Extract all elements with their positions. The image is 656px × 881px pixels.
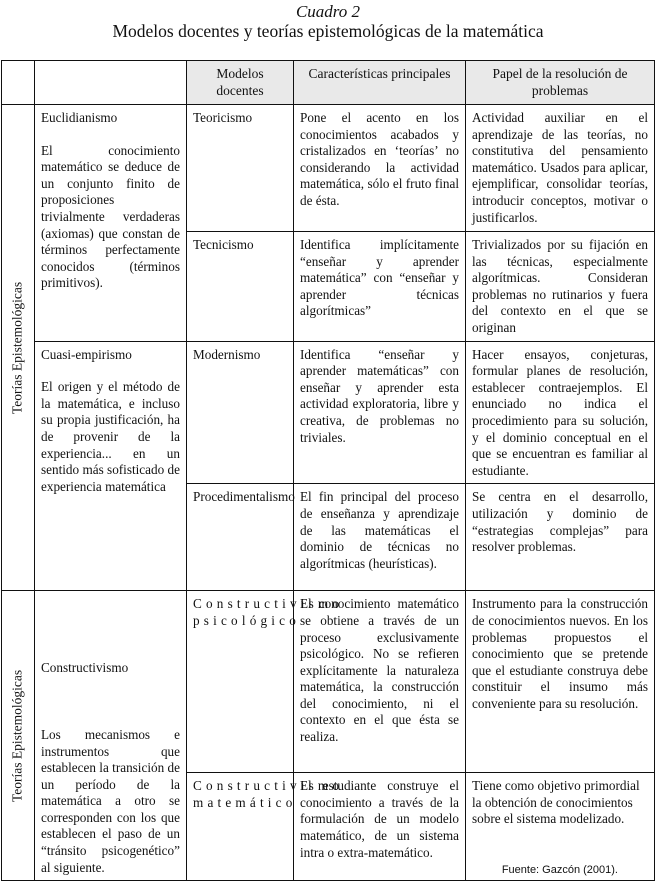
teaching-models-table [1, 60, 655, 881]
theory-description: El conocimiento matemático se deduce de un conjunto finito de proposiciones trivialmente verdaderas (axiomas) que constan de términos perfectamente conocidos (términos primitivos). [41, 142, 180, 291]
header-caracteristicas: Características principales [294, 61, 466, 105]
model-characteristics: El fin principal del proceso de enseñanza y aprendizaje de las matemáticas el dominio de técnicas no algorítmicas (heurísticas). [294, 484, 466, 591]
model-problem-role: Instrumento para la construcción de conocimientos nuevos. En los problemas propuestos el conocimiento que se pretende que el estudiante construya debe constituir el insumo más conveniente para su resolución. [466, 591, 655, 773]
model-problem-role: Se centra en el desarrollo, utilización y dominio de “estrategias complejas” para resolver problemas. [466, 484, 655, 591]
theory-cell-euclidianismo [35, 105, 187, 342]
model-name: Tecnicismo [187, 232, 294, 342]
theory-name: Constructivismo [41, 660, 129, 676]
model-name-text: Constructivismo matemático [193, 778, 344, 810]
table-row [2, 341, 655, 484]
table-row [2, 105, 655, 232]
table-caption-title: Modelos docentes y teorías epistemológicas de la matemática [112, 21, 544, 41]
theory-name: Cuasi-empirismo [41, 346, 132, 362]
theory-description: El origen y el método de la matemática, e incluso su propia justificación, ha de provenir de la experiencia... en un sentido más sofisticado de experiencia matemática [41, 379, 180, 494]
model-problem-role: Actividad auxiliar en el aprendizaje de las teorías, no constitutiva del pensamiento matemático. Usados para aplicar, ejemplificar, consolidar teorías, introducir conceptos, motivar o justificarlos. [466, 105, 655, 232]
table-header-row [2, 61, 655, 105]
theory-cell-cuasi-empirismo [35, 341, 187, 591]
model-characteristics: El estudiante construye el conocimiento a través de la formulación de un modelo matemático, de un sistema intra o extra-matemático. [294, 773, 466, 881]
theory-description: Los mecanismos e instrumentos que establecen la transición de un período de la matemática a otro se corresponden con los que establecen el paso de un “tránsito psicogenético” al siguiente. [41, 726, 180, 875]
vertical-label: Teorías Epistemológicas [9, 669, 25, 802]
model-name [187, 591, 344, 773]
vertical-label: Teorías Epistemológicas [9, 281, 25, 414]
table-caption-number: Cuadro 2 [295, 2, 361, 21]
header-papel-resolucion: Papel de la resolución de problemas [466, 61, 655, 105]
header-modelos-docentes: Modelos docentes [187, 61, 294, 105]
group-label-epistemological-2 [2, 591, 35, 881]
header-blank-1 [2, 61, 35, 105]
model-characteristics: Pone el acento en los conocimientos acabados y cristalizados en ‘teorías’ no considerando la actividad matemática, sólo el fruto final de ésta. [294, 105, 466, 232]
source-note: Fuente: Gazcón (2001). [501, 864, 618, 876]
model-name: Teoricismo [187, 105, 294, 232]
model-characteristics: Identifica implícitamente “enseñar y aprender matemática” con “enseñar y aprender técnicas algorítmicas” [294, 232, 466, 342]
theory-cell-constructivismo [35, 591, 187, 881]
model-problem-role: Tiene como objetivo primordial la obtención de conocimientos sobre el sistema modelizado. [466, 773, 655, 881]
model-name: Modernismo [187, 341, 294, 484]
table-row [2, 591, 655, 773]
group-label-epistemological-1 [2, 105, 35, 591]
header-blank-2 [35, 61, 187, 105]
model-name: Procedimentalismo [187, 484, 294, 591]
model-characteristics: El conocimiento matemático se obtiene a través de un proceso exclusivamente psicológico. No se refieren explícitamente la naturaleza matemática, la construcción del conocimiento, ni el contexto en el que ésta se realiza. [294, 591, 466, 773]
model-problem-role: Hacer ensayos, conjeturas, formular planes de resolución, establecer contraejemplos. El enunciado no indica el procedimiento para su solución, y el dominio conceptual en el que se encuentran es familiar al estudiante. [466, 341, 655, 484]
model-name [187, 773, 344, 881]
theory-name: Euclidianismo [41, 110, 118, 125]
model-characteristics: Identifica “enseñar y aprender matemáticas” con enseñar y aprender esta actividad exploratoria, libre y creativa, de problemas no triviales. [294, 341, 466, 484]
model-problem-role: Trivializados por su fijación en las técnicas, especialmente algorítmicas. Consideran problemas no rutinarios y fuera del contexto en el que se originan [466, 232, 655, 342]
model-name-text: Constructivismo psicológico [193, 596, 344, 628]
